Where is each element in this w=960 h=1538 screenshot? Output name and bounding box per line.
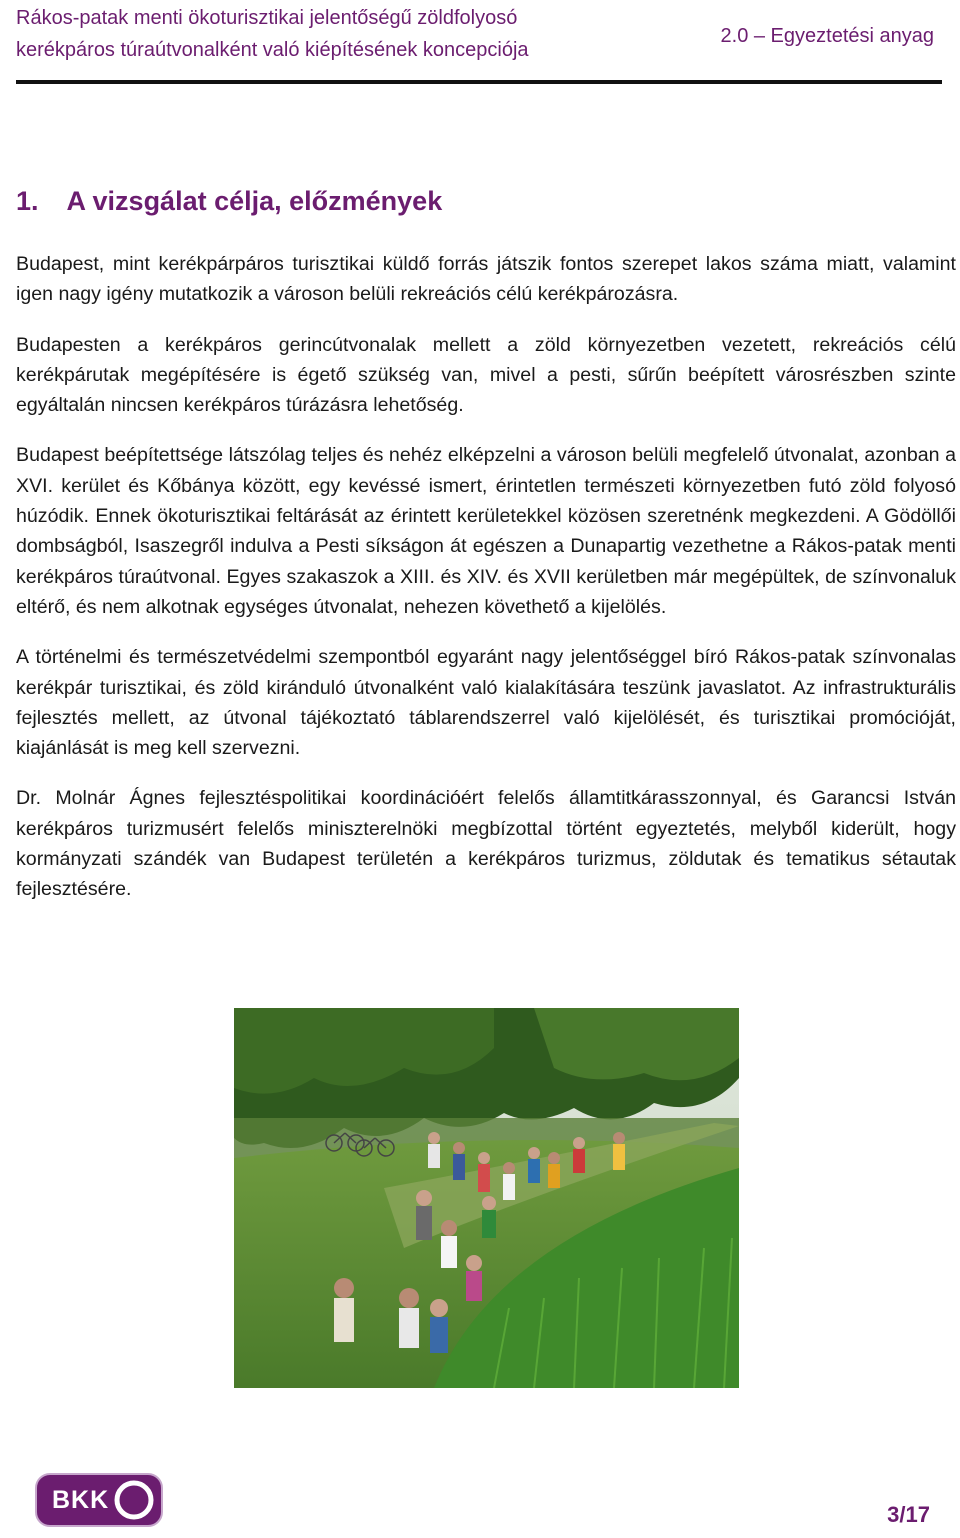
document-title-line-2: kerékpáros túraútvonalként való kiépítésének koncepciója — [16, 39, 529, 61]
section-heading — [16, 182, 442, 220]
cyclists-meadow-photo — [234, 1008, 739, 1388]
paragraph-2: Budapesten a kerékpáros gerincútvonalak mellett a zöld környezetben vezetett, rekreációs célú kerékpárutak megépítésére is égető szükség van, mivel a pesti, sűrűn beépített városrészben szinte egyáltalán nincsen kerékpáros túrázásra lehetőség. — [16, 333, 956, 417]
paragraph-3: Budapest beépítettsége látszólag teljes és nehéz elképzelni a városon belüli megfelelő útvonalat, azonban a XVI. kerület és Kőbánya között, egy kevéssé ismert, érintetlen természeti környezetben futó zöld folyosó húzódik. Ennek ökoturisztikai feltárását az érintett kerületekkel közösen szeretnénk megkezdeni. A Gödöllői dombságból, Isaszegről indulva a Pesti síkságon át egészen a Dunapartig vezethetne a Rákos-patak menti kerékpáros túraútvonal. Egyes szakaszok a XIII. és XIV. és XVII kerületben már megépültek, de színvonaluk eltérő, és nem alkotnak egységes útvonalat, nehezen követhető a kijelölés. — [16, 444, 956, 618]
document-version: 2.0 – Egyeztetési anyag — [720, 25, 934, 47]
document-title — [16, 2, 529, 66]
page-number: 3/17 — [887, 1502, 930, 1527]
bkk-logo-text: BKK — [52, 1486, 110, 1514]
section-title: A vizsgálat célja, előzmények — [66, 186, 443, 216]
bkk-logo — [34, 1470, 164, 1530]
paragraph-4: A történelmi és természetvédelmi szempontból egyaránt nagy jelentőséggel bíró Rákos-patak színvonalas kerékpár turisztikai, és zöld kiránduló útvonalként való kialakítására teszünk javaslatot. Az infrastrukturális fejlesztés mellett, az útvonal tájékoztató táblarendszerrel való kijelölését, és turisztikai promócióját, kiajánlását is meg kell szervezni. — [16, 646, 956, 760]
page-header — [16, 0, 942, 84]
paragraph-1: Budapest, mint kerékpárpáros turisztikai küldő forrás játszik fontos szerepet lakos száma miatt, valamint igen nagy igény mutatkozik a városon belüli rekreációs célú kerékpározásra. — [16, 253, 956, 306]
section-number: 1. — [16, 186, 39, 216]
body-text — [16, 249, 956, 925]
document-title-line-1: Rákos-patak menti ökoturisztikai jelentőségű zöldfolyosó — [16, 7, 518, 29]
paragraph-5: Dr. Molnár Ágnes fejlesztéspolitikai koordinációért felelős államtitkárasszonnyal, és Garancsi István kerékpáros turizmusért felelős miniszterelnöki megbízottal történt egyeztetés, melyből kiderült, hogy kormányzati szándék van Budapest területén a kerékpáros turizmus, zöldutak és tematikus sétautak fejlesztésére. — [16, 787, 956, 901]
